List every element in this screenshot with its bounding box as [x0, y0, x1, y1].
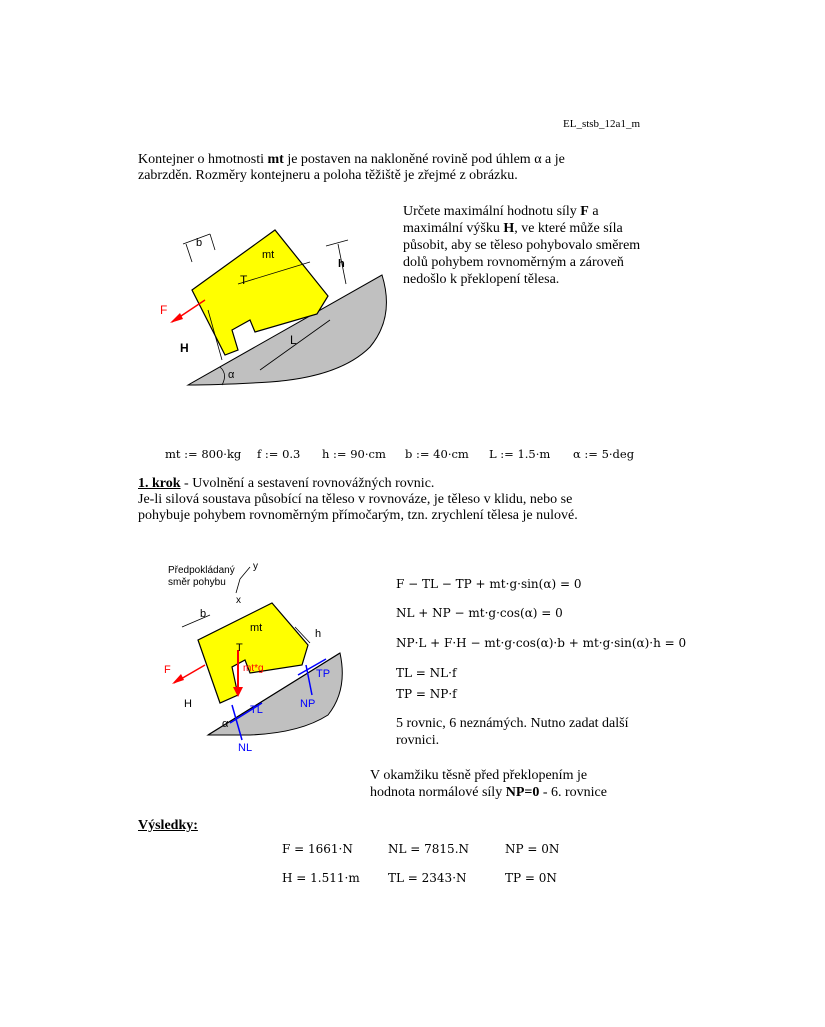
param-b: b := 40·cm	[405, 447, 469, 461]
label-alpha: α	[228, 369, 235, 381]
axis-x-label: x	[236, 595, 241, 606]
param-mt: mt := 800·kg	[165, 447, 242, 461]
label-np: NP	[300, 698, 316, 710]
result-h: H = 1.511·m	[282, 871, 360, 885]
label-mt: mt	[250, 622, 263, 634]
motion-label-2: směr pohybu	[168, 577, 226, 588]
label-l: L	[290, 333, 297, 347]
result-np: NP = 0N	[505, 842, 560, 856]
result-tp: TP = 0N	[505, 871, 557, 885]
result-tl: TL = 2343·N	[388, 871, 467, 885]
axis-y-label: y	[253, 561, 258, 572]
task-text: Určete maximální hodnotu síly F a maximální výšku H, ve které může síla působit, aby se těleso pohybovalo směrem dolů pohybem rovnoměrným a zároveň nedošlo k překlopení tělesa.	[403, 204, 641, 287]
param-h: h := 90·cm	[322, 447, 386, 461]
results-heading: Výsledky:	[138, 818, 198, 833]
label-height-h: H	[184, 698, 192, 710]
label-tp: TP	[316, 668, 331, 680]
label-mtg: mt*g	[243, 663, 264, 674]
label-h: h	[338, 258, 345, 270]
motion-label-1: Předpokládaný	[168, 565, 235, 576]
equation-1: F − TL − TP + mt·g·sin(α) = 0	[396, 577, 582, 591]
result-nl: NL = 7815.N	[388, 842, 470, 856]
label-nl: NL	[238, 742, 253, 754]
label-f: F	[164, 664, 171, 676]
document-reference: EL_stsb_12a1_m	[563, 118, 640, 130]
param-l: L := 1.5·m	[489, 447, 551, 461]
label-h: h	[315, 628, 322, 640]
note-equations-count: 5 rovnic, 6 neznámých. Nutno zadat další rovnici.	[396, 716, 629, 748]
result-f: F = 1661·N	[282, 842, 353, 856]
label-b: b	[196, 237, 203, 249]
intro-line-1: Kontejner o hmotnosti mt je postaven na nakloněné rovině pod úhlem α a je	[138, 152, 565, 167]
label-t: T	[240, 273, 248, 287]
param-f: f := 0.3	[257, 447, 301, 461]
step1-line-3: pohybuje pohybem rovnoměrným přímočarým, tzn. zrychlení tělesa je nulové.	[138, 508, 578, 523]
note-tipping: V okamžiku těsně před překlopením je hodnota normálové síly NP=0 - 6. rovnice	[370, 768, 607, 800]
intro-line-2: zabrzděn. Rozměry kontejneru a poloha těžiště je zřejmé z obrázku.	[138, 168, 518, 183]
step1-heading: 1. krok - Uvolnění a sestavení rovnovážných rovnic.	[138, 476, 435, 491]
equation-3: NP·L + F·H − mt·g·cos(α)·b + mt·g·sin(α)·h = 0	[396, 636, 687, 650]
label-alpha: α	[222, 718, 229, 730]
label-height-h: H	[180, 341, 189, 355]
label-mt: mt	[262, 249, 275, 261]
label-t: T	[236, 642, 243, 654]
equation-5: TP = NP·f	[396, 687, 457, 701]
equation-4: TL = NL·f	[396, 666, 457, 680]
container-figure-1	[150, 222, 395, 392]
label-f: F	[160, 303, 168, 317]
param-alpha: α := 5·deg	[573, 447, 635, 461]
label-b: b	[200, 608, 207, 620]
label-tl: TL	[250, 704, 263, 716]
equation-2: NL + NP − mt·g·cos(α) = 0	[396, 606, 563, 620]
step1-line-2: Je-li silová soustava působící na těleso v rovnováze, je těleso v klidu, nebo se	[138, 492, 573, 507]
container-figure-2	[150, 555, 350, 755]
